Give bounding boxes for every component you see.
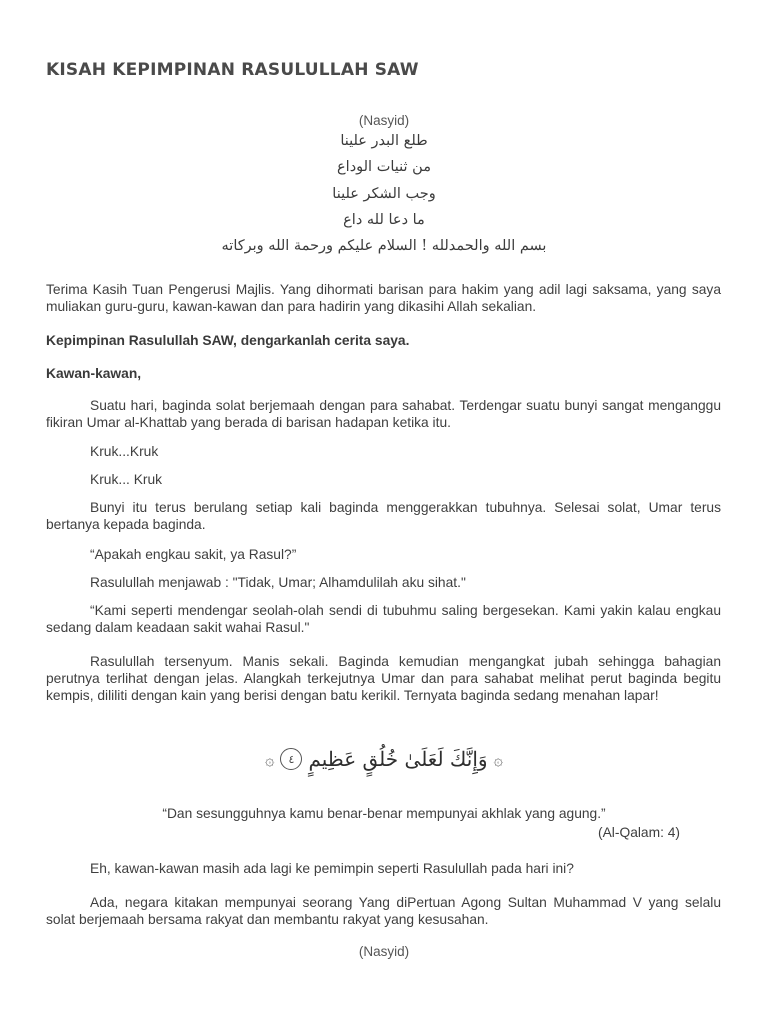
ornament-left-icon: ۞	[265, 749, 275, 769]
paragraph-answer: Rasulullah menjawab : "Tidak, Umar; Alhamdulilah aku sihat."	[90, 575, 466, 590]
document-title: KISAH KEPIMPINAN RASULULLAH SAW	[46, 60, 419, 80]
paragraph-question-leaders: Eh, kawan-kawan masih ada lagi ke pemimpin seperti Rasulullah pada hari ini?	[90, 861, 574, 876]
verse-reference: (Al-Qalam: 4)	[598, 825, 681, 840]
arabic-line-3: وجب الشكر علينا	[332, 186, 436, 202]
closing-nasyid-label: (Nasyid)	[358, 944, 410, 959]
paragraph-heading: Kepimpinan Rasulullah SAW, dengarkanlah cerita saya.	[46, 333, 410, 348]
paragraph-agong: Ada, negara kitakan mempunyai seorang Yang diPertuan Agong Sultan Muhammad V yang selalu solat berjemaah bersama rakyat dan membantu rakyat yang kesusahan.	[46, 895, 721, 927]
paragraph-companions: “Kami seperti mendengar seolah-olah sendi di tubuhmu saling bergesekan. Kami yakin kalau engkau sedang dalam keadaan sakit wahai Rasul."	[46, 603, 721, 635]
paragraph-sound-1: Kruk...Kruk	[90, 444, 159, 459]
paragraph-story-1: Suatu hari, baginda solat berjemaah dengan para sahabat. Terdengar suatu bunyi sangat menganggu fikiran Umar al-Khattab yang berada di barisan hadapan ketika itu.	[46, 398, 721, 430]
paragraph-question: “Apakah engkau sakit, ya Rasul?”	[90, 547, 297, 562]
paragraph-greeting: Terima Kasih Tuan Pengerusi Majlis. Yang dihormati barisan para hakim yang adil lagi saksama, yang saya muliakan guru-guru, kawan-kawan dan para hadirin yang dikasihi Allah sekalian.	[46, 282, 721, 314]
verse-translation: “Dan sesungguhnya kamu benar-benar mempunyai akhlak yang agung.”	[162, 806, 606, 821]
arabic-line-2: من ثنيات الوداع	[337, 159, 431, 175]
paragraph-sound-2: Kruk... Kruk	[90, 472, 163, 487]
arabic-line-1: طلع البدر علينا	[340, 133, 428, 149]
ornament-right-icon: ۞	[493, 749, 503, 769]
arabic-line-4: ما دعا لله داع	[343, 212, 425, 228]
paragraph-story-2: Bunyi itu terus berulang setiap kali baginda menggerakkan tubuhnya. Selesai solat, Umar terus bertanya kepada baginda.	[46, 500, 721, 532]
nasyid-label: (Nasyid)	[358, 113, 410, 128]
paragraph-story-3: Rasulullah tersenyum. Manis sekali. Baginda kemudian mengangkat jubah sehingga bahagian perutnya terlihat dengan jelas. Alangkah terkejutnya Umar dan para sahabat melihat perut baginda begitu kempis, dililiti dengan kain yang berisi dengan batu kerikil. Ternyata baginda sedang menahan lapar!	[46, 654, 721, 703]
arabic-line-5: بسم الله والحمدلله ! السلام عليكم ورحمة الله وبركاته	[221, 238, 547, 254]
quran-verse	[0, 742, 768, 776]
ayah-number-icon: ٤	[280, 748, 302, 770]
paragraph-address: Kawan-kawan,	[46, 366, 142, 381]
verse-arabic: وَإِنَّكَ لَعَلَىٰ خُلُقٍ عَظِيمٍ	[308, 747, 488, 771]
